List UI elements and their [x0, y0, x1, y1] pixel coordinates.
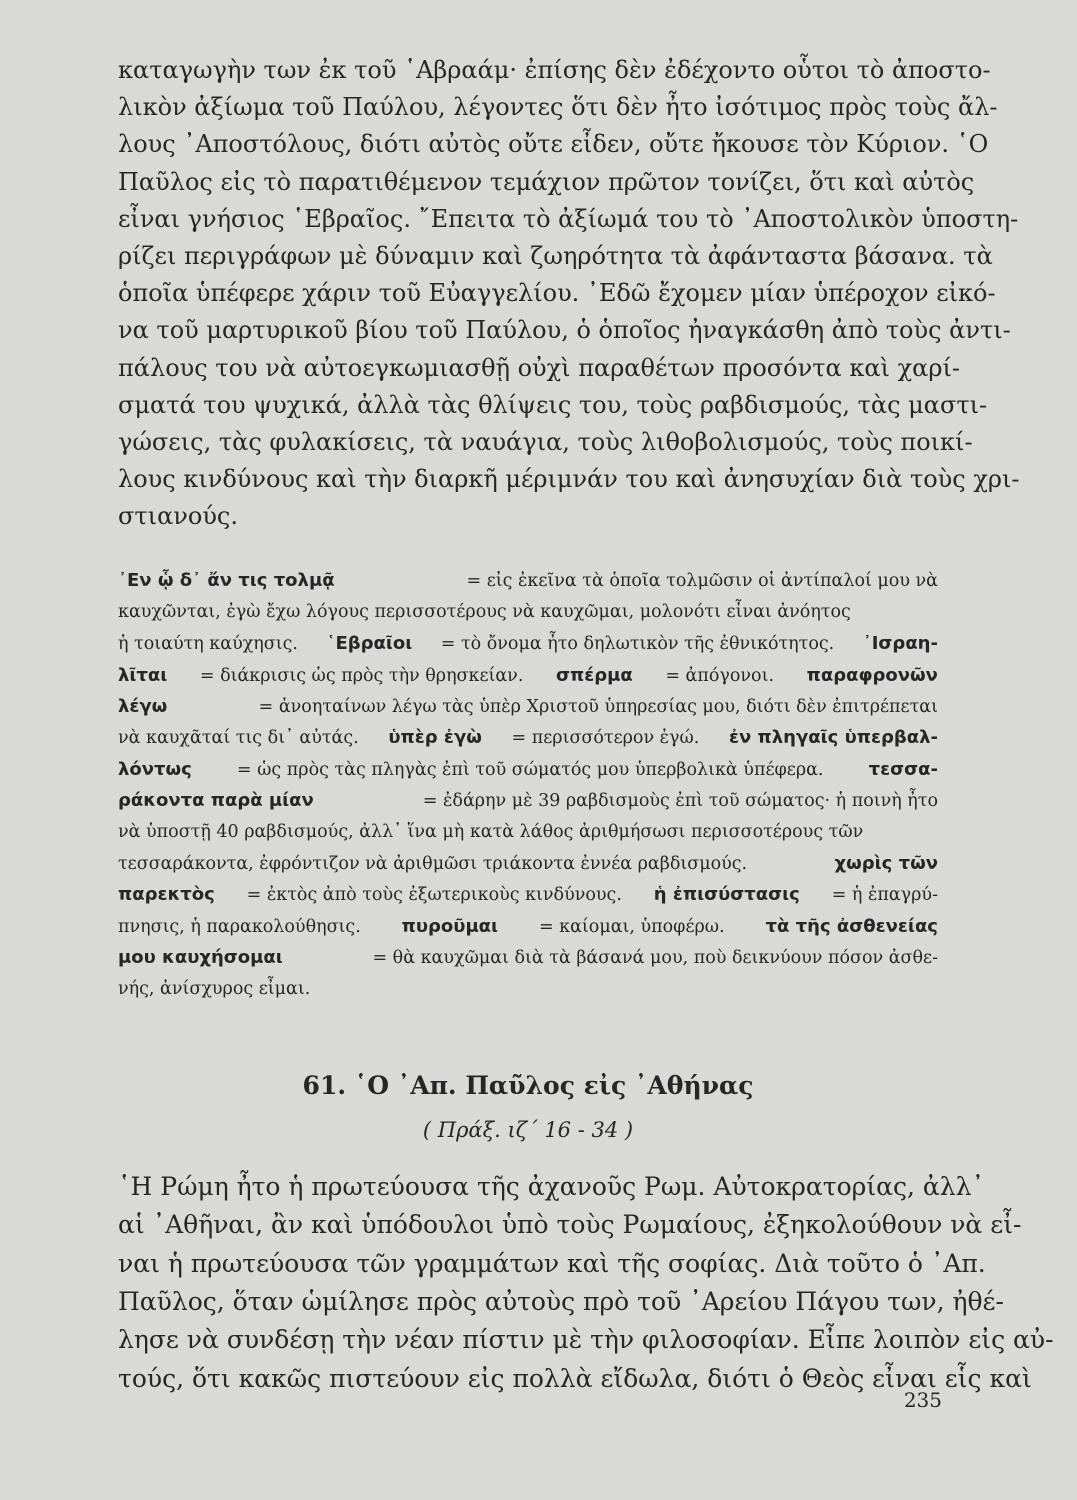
section-title: 61. ῾Ο ᾿Απ. Παῦλος εἰς ᾿Αθήνας — [302, 1070, 754, 1100]
text-line: στιανούς. — [118, 502, 238, 531]
page-number: 235 — [903, 1388, 942, 1412]
text-line: αἱ ᾿Αθῆναι, ἂν καὶ ὑπόδουλοι ὑπὸ τοὺς Ρωμαίους, ἐξηκολούθουν νὰ εἶ- — [118, 1210, 1022, 1240]
note-line: πνησις, ἡ παρακολούθησις. πυροῦμαι = καίομαι, ὑποφέρω. τὰ τῆς ἀσθενείας — [118, 911, 938, 942]
note-term: παρεκτὸς — [118, 884, 215, 906]
note-term: ᾿Ισραη- — [862, 633, 938, 655]
text-line: λικὸν ἀξίωμα τοῦ Παύλου, λέγοντες ὅτι δὲν ἦτο ἰσότιμος πρὸς τοὺς ἄλ- — [118, 93, 998, 122]
note-line: λῖται = διάκρισις ὡς πρὸς τὴν θρησκείαν. σπέρμα = ἀπόγονοι. παραφρονῶν — [118, 660, 938, 691]
note-term: τεσσα- — [868, 758, 938, 780]
text-line: λους κινδύνους καὶ τὴν διαρκῆ μέριμνάν του καὶ ἀνησυχίαν διὰ τοὺς χρι- — [118, 465, 1020, 494]
main-paragraph — [118, 52, 1020, 535]
text-line: ῾Η Ρώμη ἦτο ἡ πρωτεύουσα τῆς ἀχανοῦς Ρωμ. Αὐτοκρατορίας, ἀλλ᾿ — [118, 1171, 984, 1201]
note-line: λόντως = ὡς πρὸς τὰς πληγὰς ἐπὶ τοῦ σώματός μου ὑπερβολικὰ ὑπέφερα. τεσσα- — [118, 754, 938, 785]
note-term: ράκοντα παρὰ μίαν — [118, 790, 314, 812]
section-paragraph — [118, 1168, 1054, 1398]
note-term: ἐν πληγαῖς ὑπερβαλ- — [729, 727, 938, 749]
text-line: να τοῦ μαρτυρικοῦ βίου τοῦ Παύλου, ὁ ὁποῖος ἠναγκάσθη ἀπὸ τοὺς ἀντι- — [118, 316, 1011, 345]
note-line: λέγω = ἀνοηταίνων λέγω τὰς ὑπὲρ Χριστοῦ ὑπηρεσίας μου, διότι δὲν ἐπιτρέπεται — [118, 691, 938, 722]
note-line: ἡ τοιαύτη καύχησις. ῾Εβραῖοι = τὸ ὄνομα ἦτο δηλωτικὸν τῆς ἐθνικότητος. ᾿Ισραη- — [118, 628, 938, 659]
text-line: ρίζει περιγράφων μὲ δύναμιν καὶ ζωηρότητα τὰ ἀφάνταστα βάσανα. τὰ — [118, 241, 993, 270]
note-line: παρεκτὸς = ἐκτὸς ἀπὸ τοὺς ἐξωτερικοὺς κινδύνους. ἡ ἐπισύστασις = ἡ ἐπαγρύ- — [118, 879, 938, 910]
text-line: Παῦλος εἰς τὸ παρατιθέμενον τεμάχιον πρῶτον τονίζει, ὅτι καὶ αὐτὸς — [118, 167, 975, 196]
note-term: λῖται — [118, 664, 168, 686]
text-line: καταγωγὴν των ἐκ τοῦ ῾Αβραάμ· ἐπίσης δὲν ἐδέχοντο οὗτοι τὸ ἀποστο- — [118, 56, 991, 84]
text-line: Παῦλος, ὅταν ὡμίλησε πρὸς αὐτοὺς πρὸ τοῦ ᾿Αρείου Πάγου των, ἠθέ- — [118, 1287, 1004, 1317]
note-line: τεσσαράκοντα, ἐφρόντιζον νὰ ἀριθμῶσι τριάκοντα ἐννέα ραβδισμούς. χωρὶς τῶν — [118, 848, 938, 879]
note-term: λέγω — [118, 696, 168, 717]
note-term: ῾Εβραῖοι — [326, 633, 413, 655]
note-term: παραφρονῶν — [806, 664, 938, 686]
note-term: μου καυχήσομαι — [118, 947, 283, 969]
text-line: εἶναι γνήσιος ῾Εβραῖος. ῎Επειτα τὸ ἀξίωμά του τὸ ᾿Αποστολικὸν ὑποστη- — [118, 204, 1019, 233]
note-term: πυροῦμαι — [401, 915, 499, 937]
text-line: λησε νὰ συνδέσῃ τὴν νέαν πίστιν μὲ τὴν φιλοσοφίαν. Εἶπε λοιπὸν εἰς αὐ- — [118, 1325, 1054, 1355]
note-line: καυχῶνται, ἐγὼ ἔχω λόγους περισσοτέρους νὰ καυχῶμαι, μολονότι εἶναι ἀνόητος — [118, 601, 851, 622]
note-term: ᾿Εν ᾧ δ᾿ ἄν τις τολμᾷ — [118, 570, 335, 592]
text-line: ναι ἡ πρωτεύουσα τῶν γραμμάτων καὶ τῆς σοφίας. Διὰ τοῦτο ὁ ᾿Απ. — [118, 1248, 986, 1278]
note-line: ράκοντα παρὰ μίαν = ἐδάρην μὲ 39 ραβδισμοὺς ἐπὶ τοῦ σώματος· ἡ ποινὴ ἦτο — [118, 785, 938, 816]
note-line: μου καυχήσομαι = θὰ καυχῶμαι διὰ τὰ βάσανά μου, ποὺ δεικνύουν πόσον ἀσθε- — [118, 942, 938, 973]
note-term: τὰ τῆς ἀσθενείας — [765, 915, 938, 937]
text-line: ὁποῖα ὑπέφερε χάριν τοῦ Εὐαγγελίου. ᾿Εδῶ ἔχομεν μίαν ὑπέροχον εἰκό- — [118, 279, 996, 308]
text-line: λους ᾿Αποστόλους, διότι αὐτὸς οὔτε εἶδεν, οὔτε ἤκουσε τὸν Κύριον. ῾Ο — [118, 130, 989, 159]
note-term: σπέρμα — [555, 664, 633, 686]
note-line: νής, ἀνίσχυρος εἶμαι. — [118, 978, 311, 999]
text-line: πάλους του νὰ αὐτοεγκωμιασθῇ οὐχὶ παραθέτων προσόντα καὶ χαρί- — [118, 353, 960, 382]
commentary-notes — [118, 565, 938, 1004]
note-line: νὰ καυχᾶταί τις δι᾿ αὐτάς. ὑπὲρ ἐγὼ = περισσότερον ἐγώ. ἐν πληγαῖς ὑπερβαλ- — [118, 722, 938, 753]
note-line: νὰ ὑποστῇ 40 ραβδισμούς, ἀλλ᾿ ἵνα μὴ κατὰ λάθος ἀριθμήσωσι περισσοτέρους τῶν — [118, 821, 864, 842]
text-line: σματά του ψυχικά, ἀλλὰ τὰς θλίψεις του, τοὺς ραβδισμούς, τὰς μαστι- — [118, 390, 988, 419]
text-line: τούς, ὅτι κακῶς πιστεύουν εἰς πολλὰ εἴδωλα, διότι ὁ Θεὸς εἶναι εἷς καὶ — [118, 1363, 1032, 1393]
section-reference: ( Πράξ. ιζ΄ 16 - 34 ) — [422, 1117, 634, 1142]
note-term: λόντως — [118, 758, 192, 780]
note-term: χωρὶς τῶν — [834, 852, 938, 874]
note-term: ὑπὲρ ἐγὼ — [388, 727, 482, 749]
note-term: ἡ ἐπισύστασις — [653, 884, 800, 906]
book-page — [118, 52, 1054, 1398]
note-line: ᾿Εν ᾧ δ᾿ ἄν τις τολμᾷ = εἰς ἐκεῖνα τὰ ὁποῖα τολμῶσιν οἱ ἀντίπαλοί μου νὰ — [118, 565, 938, 596]
text-line: γώσεις, τὰς φυλακίσεις, τὰ ναυάγια, τοὺς λιθοβολισμούς, τοὺς ποικί- — [118, 427, 973, 456]
